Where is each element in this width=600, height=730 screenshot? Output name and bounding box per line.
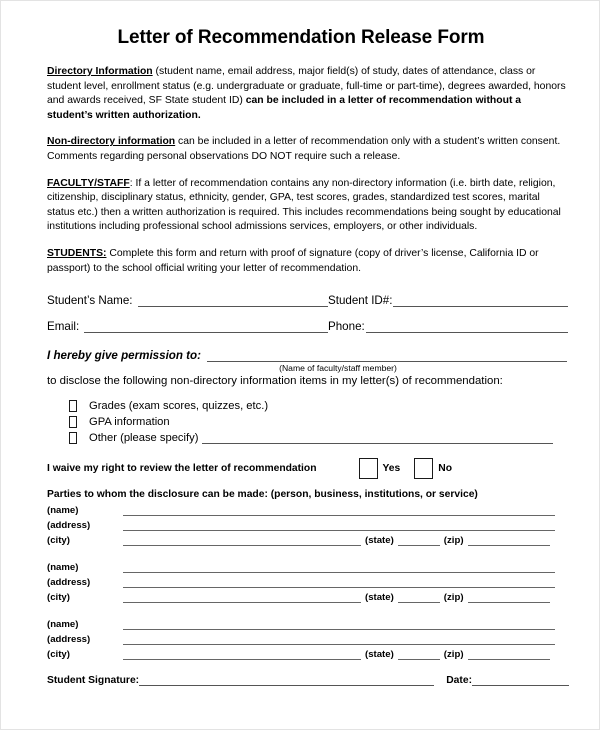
checkbox-icon[interactable] xyxy=(69,432,77,444)
party-city-row[interactable] xyxy=(47,647,569,660)
permission-input-line[interactable] xyxy=(207,350,567,362)
waiver-no-checkbox[interactable] xyxy=(414,458,433,479)
paragraph-body-faculty-staff: : If a letter of recommendation contains any non-directory information (i.e. birth date, religion, citizenship, disciplinary status, ethnicity, gender, GPA, test scores, grades, standardized test scores, marital status etc.) then a written authorization is required. This includes recommendations being sought by educational institutions including professional school admissions services, employers, or other individuals. xyxy=(47,177,561,233)
student-id-input-line[interactable] xyxy=(393,295,568,307)
student-email-label: Email: xyxy=(47,320,80,334)
date-input-line[interactable] xyxy=(472,674,569,686)
party-address-row[interactable] xyxy=(47,575,569,588)
party-name-row[interactable] xyxy=(47,617,569,630)
checkbox-other-input-line[interactable] xyxy=(202,433,553,444)
party-address-block-1 xyxy=(47,503,569,546)
party-address-label: (address) xyxy=(47,577,91,589)
permission-disclose-text: to disclose the following non-directory information items in my letter(s) of recommendation: xyxy=(47,375,503,388)
checkbox-icon[interactable] xyxy=(69,416,77,428)
party-zip-input-line[interactable] xyxy=(468,591,550,603)
party-address-block-3 xyxy=(47,617,569,660)
party-zip-label: (zip) xyxy=(443,535,464,547)
student-name-input-line[interactable] xyxy=(138,295,329,307)
waiver-label: I waive my right to review the letter of recommendation xyxy=(47,463,317,475)
paragraph-body-non-directory: can be included in a letter of recommendation only with a student’s written consent. Comments regarding personal observations DO NOT require such a release. xyxy=(47,136,561,162)
party-name-input-line[interactable] xyxy=(123,504,555,516)
waiver-no-label: No xyxy=(438,463,452,475)
party-address-label: (address) xyxy=(47,634,91,646)
party-city-input-line[interactable] xyxy=(123,534,361,546)
student-phone-input-line[interactable] xyxy=(366,321,568,333)
party-name-row[interactable] xyxy=(47,560,569,573)
paragraph-faculty-staff xyxy=(47,177,569,235)
party-city-label: (city) xyxy=(47,649,70,661)
disclosure-checkbox-list xyxy=(69,400,569,444)
paragraph-directory-information xyxy=(47,65,569,123)
permission-label: I hereby give permission to: xyxy=(47,349,201,363)
checkbox-item-gpa[interactable] xyxy=(69,416,569,428)
party-name-label: (name) xyxy=(47,505,79,517)
permission-caption: (Name of faculty/staff member) xyxy=(279,363,397,374)
paragraph-lead-non-directory: Non-directory information xyxy=(47,136,176,148)
party-state-input-line[interactable] xyxy=(398,648,440,660)
checkbox-icon[interactable] xyxy=(69,400,77,412)
party-address-row[interactable] xyxy=(47,518,569,531)
student-name-id-row xyxy=(47,294,569,307)
page-title: Letter of Recommendation Release Form xyxy=(117,27,485,48)
student-phone-field[interactable] xyxy=(328,320,568,333)
party-zip-input-line[interactable] xyxy=(468,648,550,660)
checkbox-item-grades[interactable] xyxy=(69,400,569,412)
party-address-row[interactable] xyxy=(47,632,569,645)
party-state-input-line[interactable] xyxy=(398,591,440,603)
student-email-input-line[interactable] xyxy=(84,321,328,333)
signature-input-line[interactable] xyxy=(139,674,434,686)
party-address-label: (address) xyxy=(47,520,91,532)
party-city-label: (city) xyxy=(47,535,70,547)
party-zip-input-line[interactable] xyxy=(468,534,550,546)
paragraph-lead-students: STUDENTS: xyxy=(47,247,107,259)
party-name-input-line[interactable] xyxy=(123,561,555,573)
party-address-input-line[interactable] xyxy=(123,519,555,531)
party-address-block-2 xyxy=(47,560,569,603)
party-zip-label: (zip) xyxy=(443,592,464,604)
student-phone-label: Phone: xyxy=(328,320,365,334)
student-id-label: Student ID#: xyxy=(328,294,393,308)
student-fields xyxy=(47,294,569,333)
party-city-input-line[interactable] xyxy=(123,648,361,660)
party-state-label: (state) xyxy=(365,535,394,547)
party-name-input-line[interactable] xyxy=(123,618,555,630)
student-name-field[interactable] xyxy=(47,294,328,307)
party-state-label: (state) xyxy=(365,592,394,604)
party-name-row[interactable] xyxy=(47,503,569,516)
party-name-label: (name) xyxy=(47,619,79,631)
party-address-input-line[interactable] xyxy=(123,633,555,645)
paragraph-body-directory: (student name, email address, major field(s) of study, dates of attendance, class or student level, enrollment status (e.g. undergraduate or graduate, full-time or part-time), degrees awarded, honors and awards received, SF State student ID) xyxy=(47,66,566,107)
student-email-phone-row xyxy=(47,320,569,333)
checkbox-item-other[interactable] xyxy=(69,432,569,444)
party-address-input-line[interactable] xyxy=(123,576,555,588)
paragraph-lead-directory: Directory Information xyxy=(47,66,153,77)
party-name-label: (name) xyxy=(47,562,79,574)
party-city-label: (city) xyxy=(47,592,70,604)
parties-header: Parties to whom the disclosure can be made: (person, business, institutions, or service) xyxy=(47,489,478,501)
student-name-label: Student’s Name: xyxy=(47,294,133,308)
student-id-field[interactable] xyxy=(328,294,568,307)
waiver-yes-checkbox[interactable] xyxy=(359,458,378,479)
paragraph-body-students: Complete this form and return with proof of signature (copy of driver’s license, California ID or passport) to the school official writing your letter of recommendation. xyxy=(47,247,539,274)
paragraph-students xyxy=(47,247,569,276)
paragraph-lead-faculty-staff: FACULTY/STAFF xyxy=(47,177,130,189)
signature-label: Student Signature: xyxy=(47,675,140,687)
waiver-row xyxy=(47,458,569,479)
permission-field[interactable] xyxy=(47,349,569,362)
student-email-field[interactable] xyxy=(47,320,328,333)
party-city-row[interactable] xyxy=(47,533,569,546)
checkbox-label-gpa: GPA information xyxy=(89,416,170,429)
party-state-label: (state) xyxy=(365,649,394,661)
paragraph-non-directory-information xyxy=(47,135,569,164)
party-city-row[interactable] xyxy=(47,590,569,603)
party-city-input-line[interactable] xyxy=(123,591,361,603)
signature-row xyxy=(47,674,569,686)
date-label: Date: xyxy=(446,675,472,687)
party-zip-label: (zip) xyxy=(443,649,464,661)
checkbox-label-grades: Grades (exam scores, quizzes, etc.) xyxy=(89,400,269,413)
waiver-yes-label: Yes xyxy=(382,463,401,475)
party-state-input-line[interactable] xyxy=(398,534,440,546)
checkbox-label-other: Other (please specify) xyxy=(89,432,199,445)
paragraph-bold-tail-directory: can be included in a letter of recommendation without a student’s written authorization. xyxy=(47,95,522,121)
